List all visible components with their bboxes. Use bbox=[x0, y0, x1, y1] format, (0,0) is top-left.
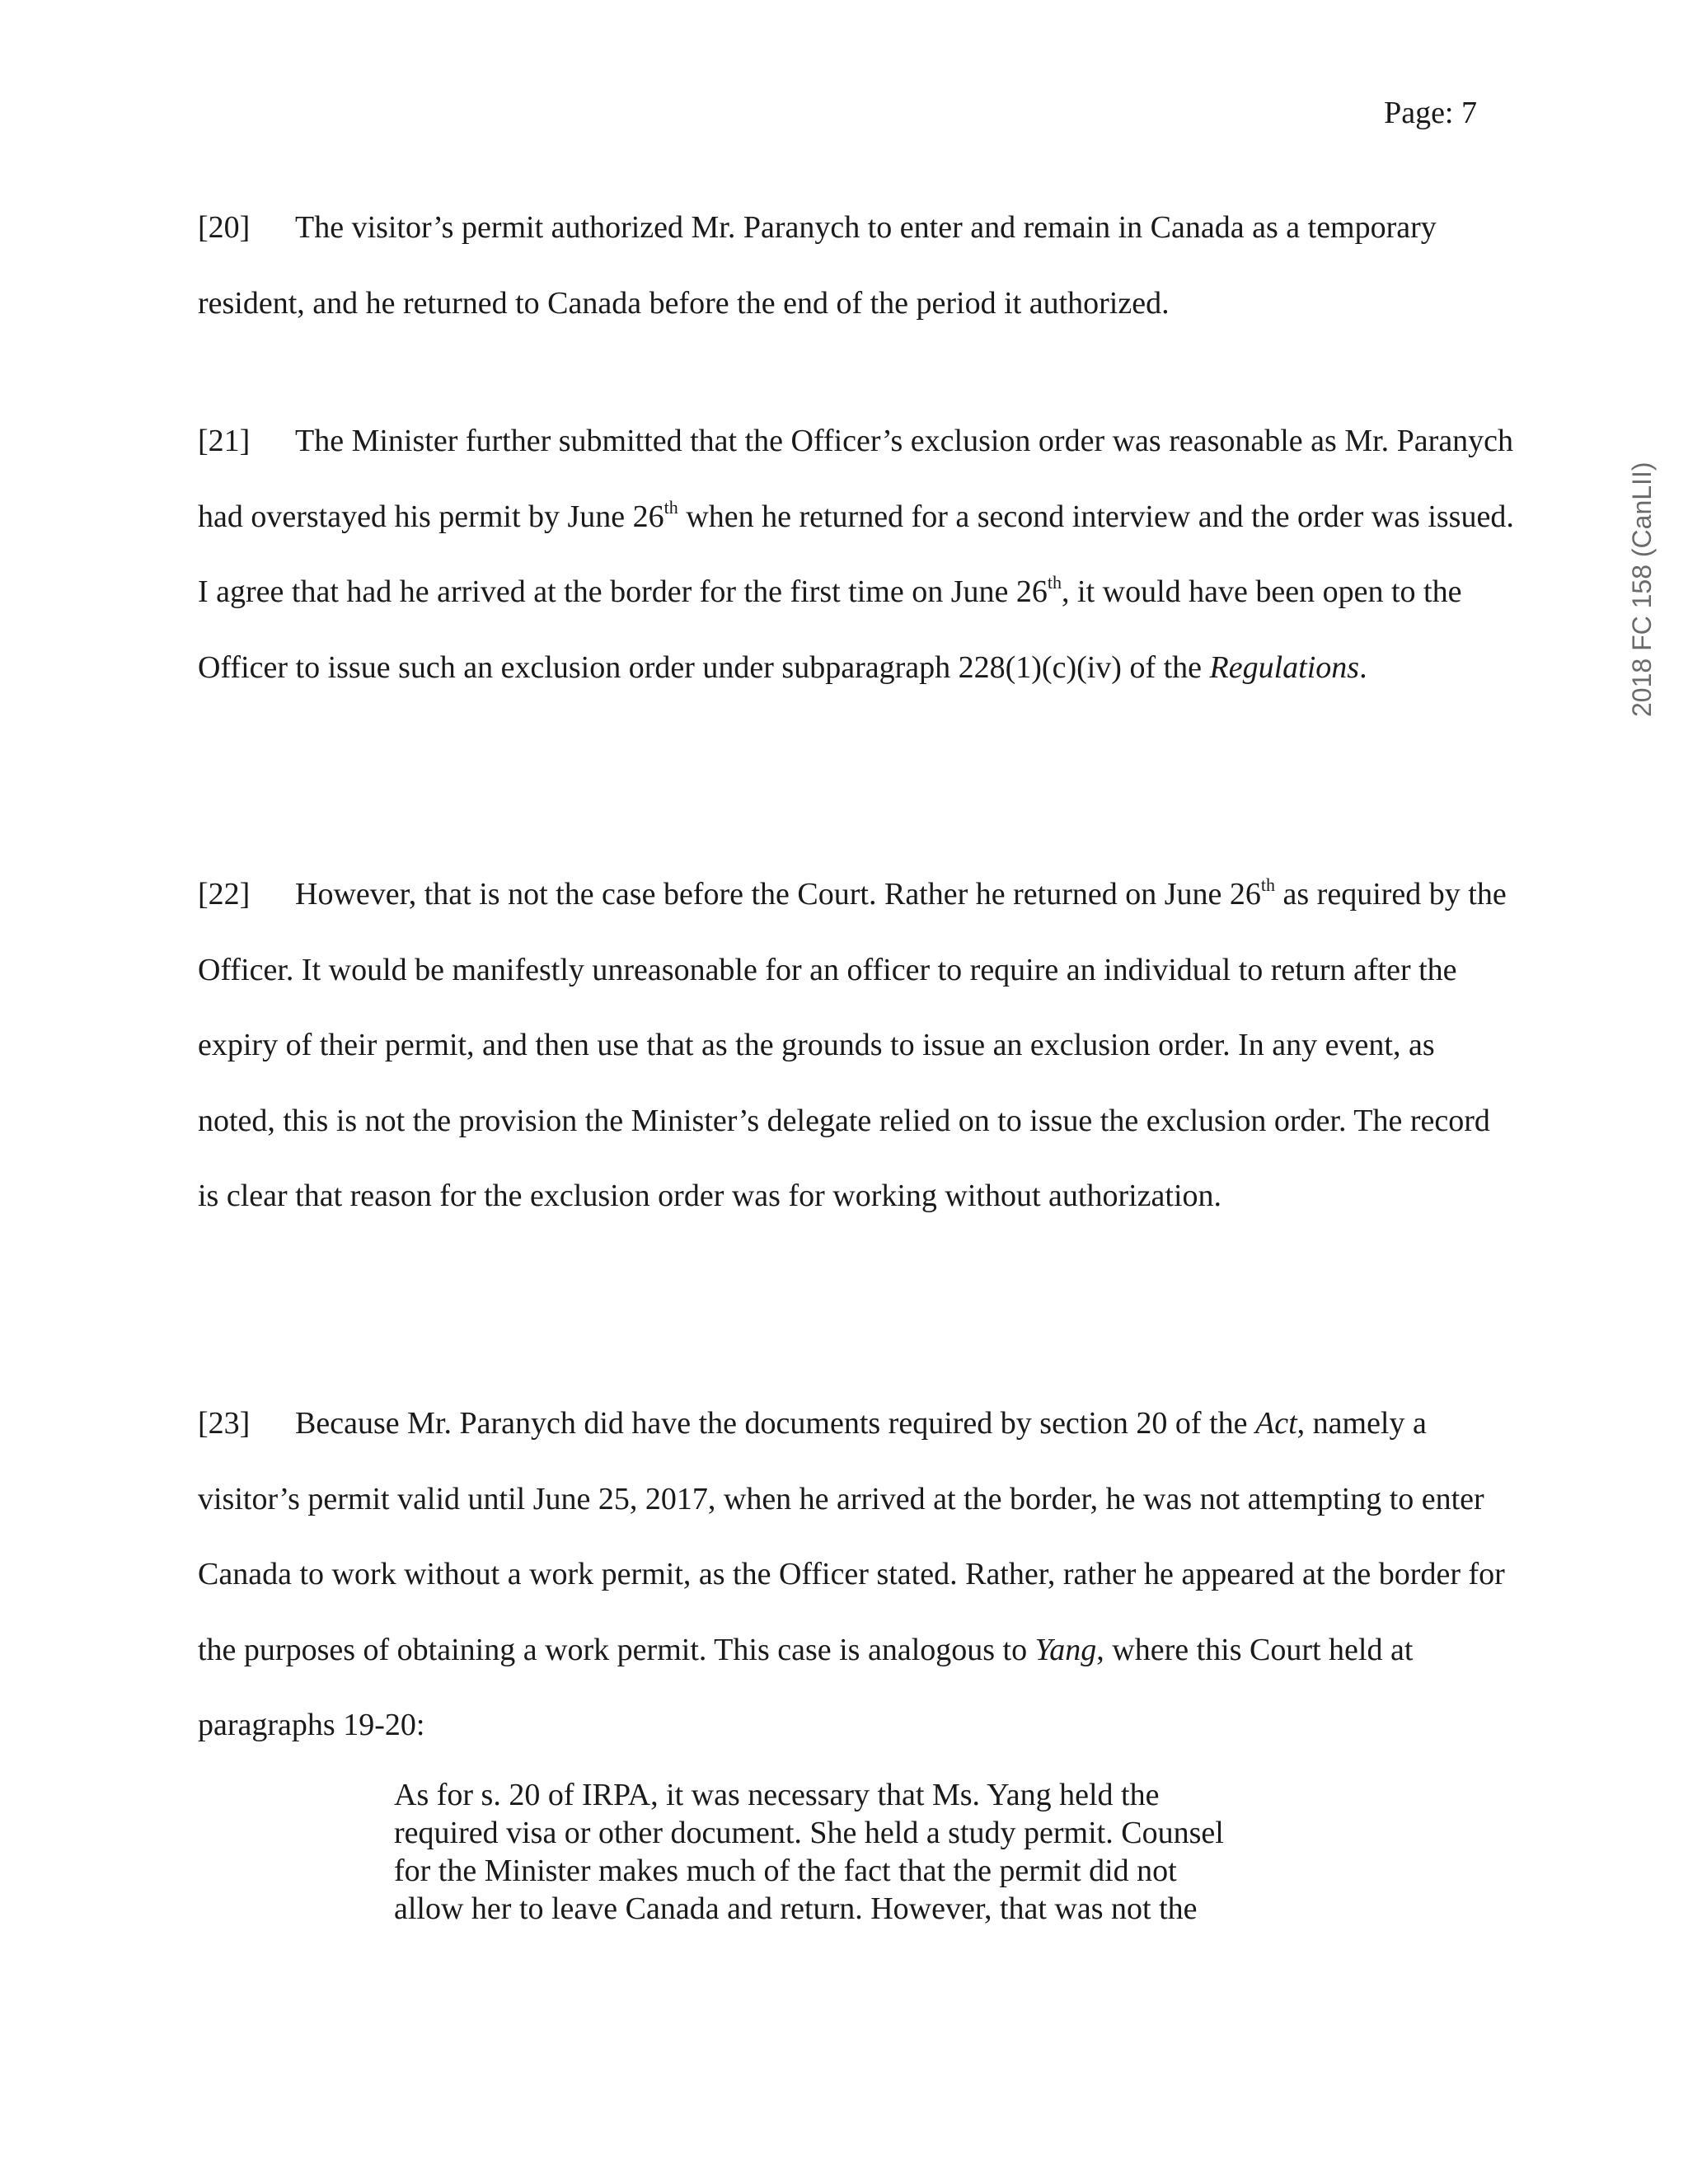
ordinal-suffix: th bbox=[1260, 874, 1276, 895]
paragraph-text: , where this Court held at paragraphs 19-20: bbox=[198, 1632, 1414, 1742]
paragraph-text: , namely a visitor’s permit valid until June 25, 2017, when he arrived at the border, he was not attempting to enter Canada to work without a work permit, as the Officer stated. Rather, rather he appeared at the border for the purposes of obtaining a work permit. This case is analogous to bbox=[198, 1406, 1505, 1667]
ordinal-suffix: th bbox=[663, 496, 678, 518]
paragraph-21 bbox=[198, 404, 1517, 705]
quote-line: required visa or other document. She held a study permit. Counsel bbox=[394, 1816, 1224, 1850]
case-reference: Yang bbox=[1034, 1632, 1097, 1667]
paragraph-number: [20] bbox=[198, 210, 251, 245]
paragraph-text: The visitor’s permit authorized Mr. Paranych to enter and remain in Canada as a temporary resident, and he returned to Canada before the end of the period it authorized. bbox=[198, 210, 1437, 321]
paragraph-text: Because Mr. Paranych did have the documents required by section 20 of the bbox=[295, 1406, 1255, 1441]
paragraph-text: when he returned for a second interview and the order was issued. I agree that had he arrived at the border for the first time on June 26 bbox=[198, 499, 1514, 609]
regulations-reference: Regulations bbox=[1209, 649, 1360, 685]
paragraph-text: as required by the Officer. It would be manifestly unreasonable for an officer to require an individual to return after the expiry of their permit, and then use that as the grounds to issue an exclusion order. In any event, as noted, this is not the provision the Minister’s delegate relied on to issue the exclusion order. The record is clear that reason for the exclusion order was for working without authorization. bbox=[198, 877, 1507, 1213]
paragraph-text: The Minister further submitted that the Officer’s exclusion order was reasonable as Mr. Paranych had overstayed his permit by June 26 bbox=[198, 424, 1514, 534]
paragraph-text: , it would have been open to the Officer to issue such an exclusion order under subparagraph 228(1)(c)(iv) of the bbox=[198, 574, 1462, 685]
paragraph-22 bbox=[198, 857, 1517, 1235]
paragraph-number: [23] bbox=[198, 1406, 251, 1441]
ordinal-suffix: th bbox=[1047, 572, 1062, 593]
quote-line: for the Minister makes much of the fact that the permit did not bbox=[394, 1854, 1177, 1888]
block-quote bbox=[394, 1776, 1309, 1928]
paragraph-20 bbox=[198, 190, 1517, 341]
paragraph-23 bbox=[198, 1386, 1517, 1764]
page-number: Page: 7 bbox=[1384, 96, 1477, 130]
quote-line: As for s. 20 of IRPA, it was necessary that Ms. Yang held the bbox=[394, 1778, 1160, 1812]
paragraph-number: [21] bbox=[198, 424, 251, 458]
paragraph-text: However, that is not the case before the Court. Rather he returned on June 26 bbox=[295, 877, 1261, 912]
paragraph-number: [22] bbox=[198, 877, 251, 912]
act-reference: Act bbox=[1255, 1406, 1297, 1441]
quote-line: allow her to leave Canada and return. However, that was not the bbox=[394, 1891, 1198, 1926]
citation-watermark: 2018 FC 158 (CanLII) bbox=[1627, 462, 1657, 717]
paragraph-text: . bbox=[1359, 649, 1367, 685]
